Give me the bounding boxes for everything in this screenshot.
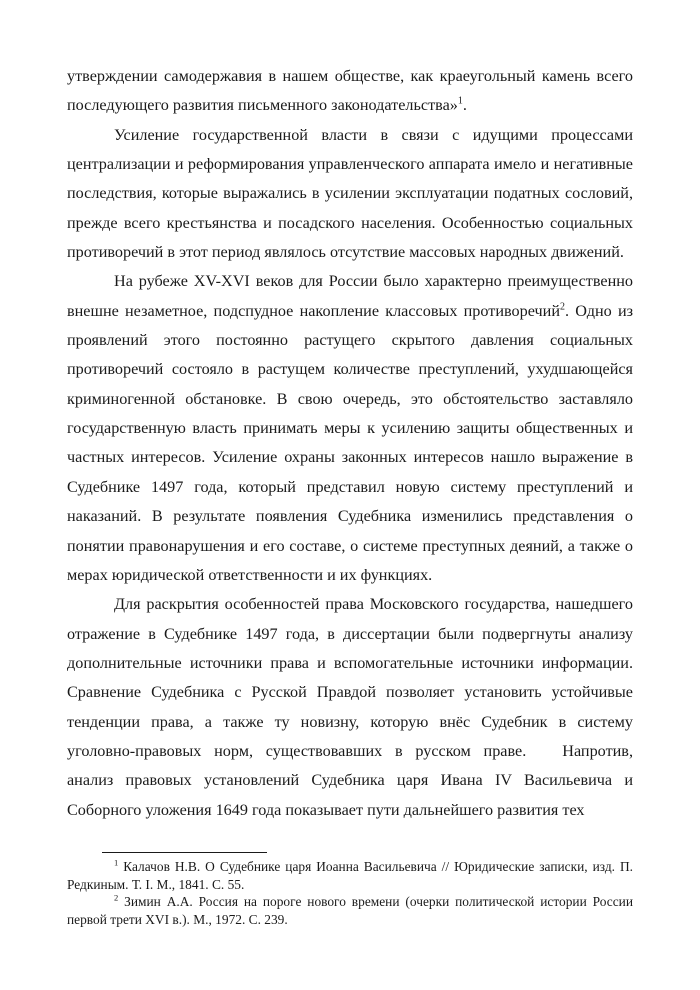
footnote-separator	[102, 852, 267, 853]
paragraph-4: Для раскрытия особенностей права Московского государства, нашедшего отражение в Судебнике 1497 года, в диссертации были подвергнуты анализу дополнительные источники права и вспомогательные источники информации. Сравнение Судебника с Русской Правдой позволяет установить устойчивые тенденции права, а также ту новизну, которую внёс Судебник в систему уголовно-правовых норм, существовавших в русском праве. Напротив, анализ правовых установлений Судебника царя Ивана IV Васильевича и Соборного уложения 1649 года показывает пути дальнейшего развития тех	[67, 595, 633, 819]
footnotes	[67, 858, 633, 928]
body-text	[67, 62, 633, 825]
footnote-ref-1[interactable]: 1	[457, 95, 463, 107]
paragraph-3: На рубеже XV-XVI веков для России было характерно преимущественно внешне незаметное, подспудное накопление классовых противоречий$^2$. Одно из проявлений этого постоянно растущего скрытого давления социальных противоречий состояло в растущем количестве преступлений, ухудшающейся криминогенной обстановке. В свою очередь, это обстоятельство заставляло государственную власть принимать меры к усилению защиты общественных и частных интересов. Усиление охраны законных интересов нашло выражение в Судебнике 1497 года, который представил новую систему преступлений и наказаний. В результате появления Судебника изменились представления о понятии правонарушения и его составе, о системе преступных деяний, а также о мерах юридической ответственности и их функциях.	[67, 272, 634, 584]
footnote-2: $^2$ Зимин А.А. Россия на пороге нового времени (очерки политической истории России первой трети XVI в.). М., 1972. С. 239.	[67, 892, 633, 927]
footnote-ref-2[interactable]: 2	[560, 301, 565, 313]
footnote-1: $^1$ Калачов Н.В. О Судебнике царя Иоанна Васильевича // Юридические записки, изд. П. Редкиным. Т. I. М., 1841. С. 55.	[67, 857, 633, 892]
paragraph-1: утверждении самодержавия в нашем обществе, как краеугольный камень всего последующего развития письменного законодательства»$^1$.	[67, 67, 633, 115]
footnote-number: 1	[114, 857, 119, 868]
footnote-number: 2	[114, 892, 119, 903]
paragraph-2: Усиление государственной власти в связи с идущими процессами централизации и реформирования управленческого аппарата имело и негативные последствия, которые выражались в усилении эксплуатации податных сословий, прежде всего крестьянства и посадского населения. Особенностью социальных противоречий в этот период являлось отсутствие массовых народных движений.	[67, 125, 633, 262]
